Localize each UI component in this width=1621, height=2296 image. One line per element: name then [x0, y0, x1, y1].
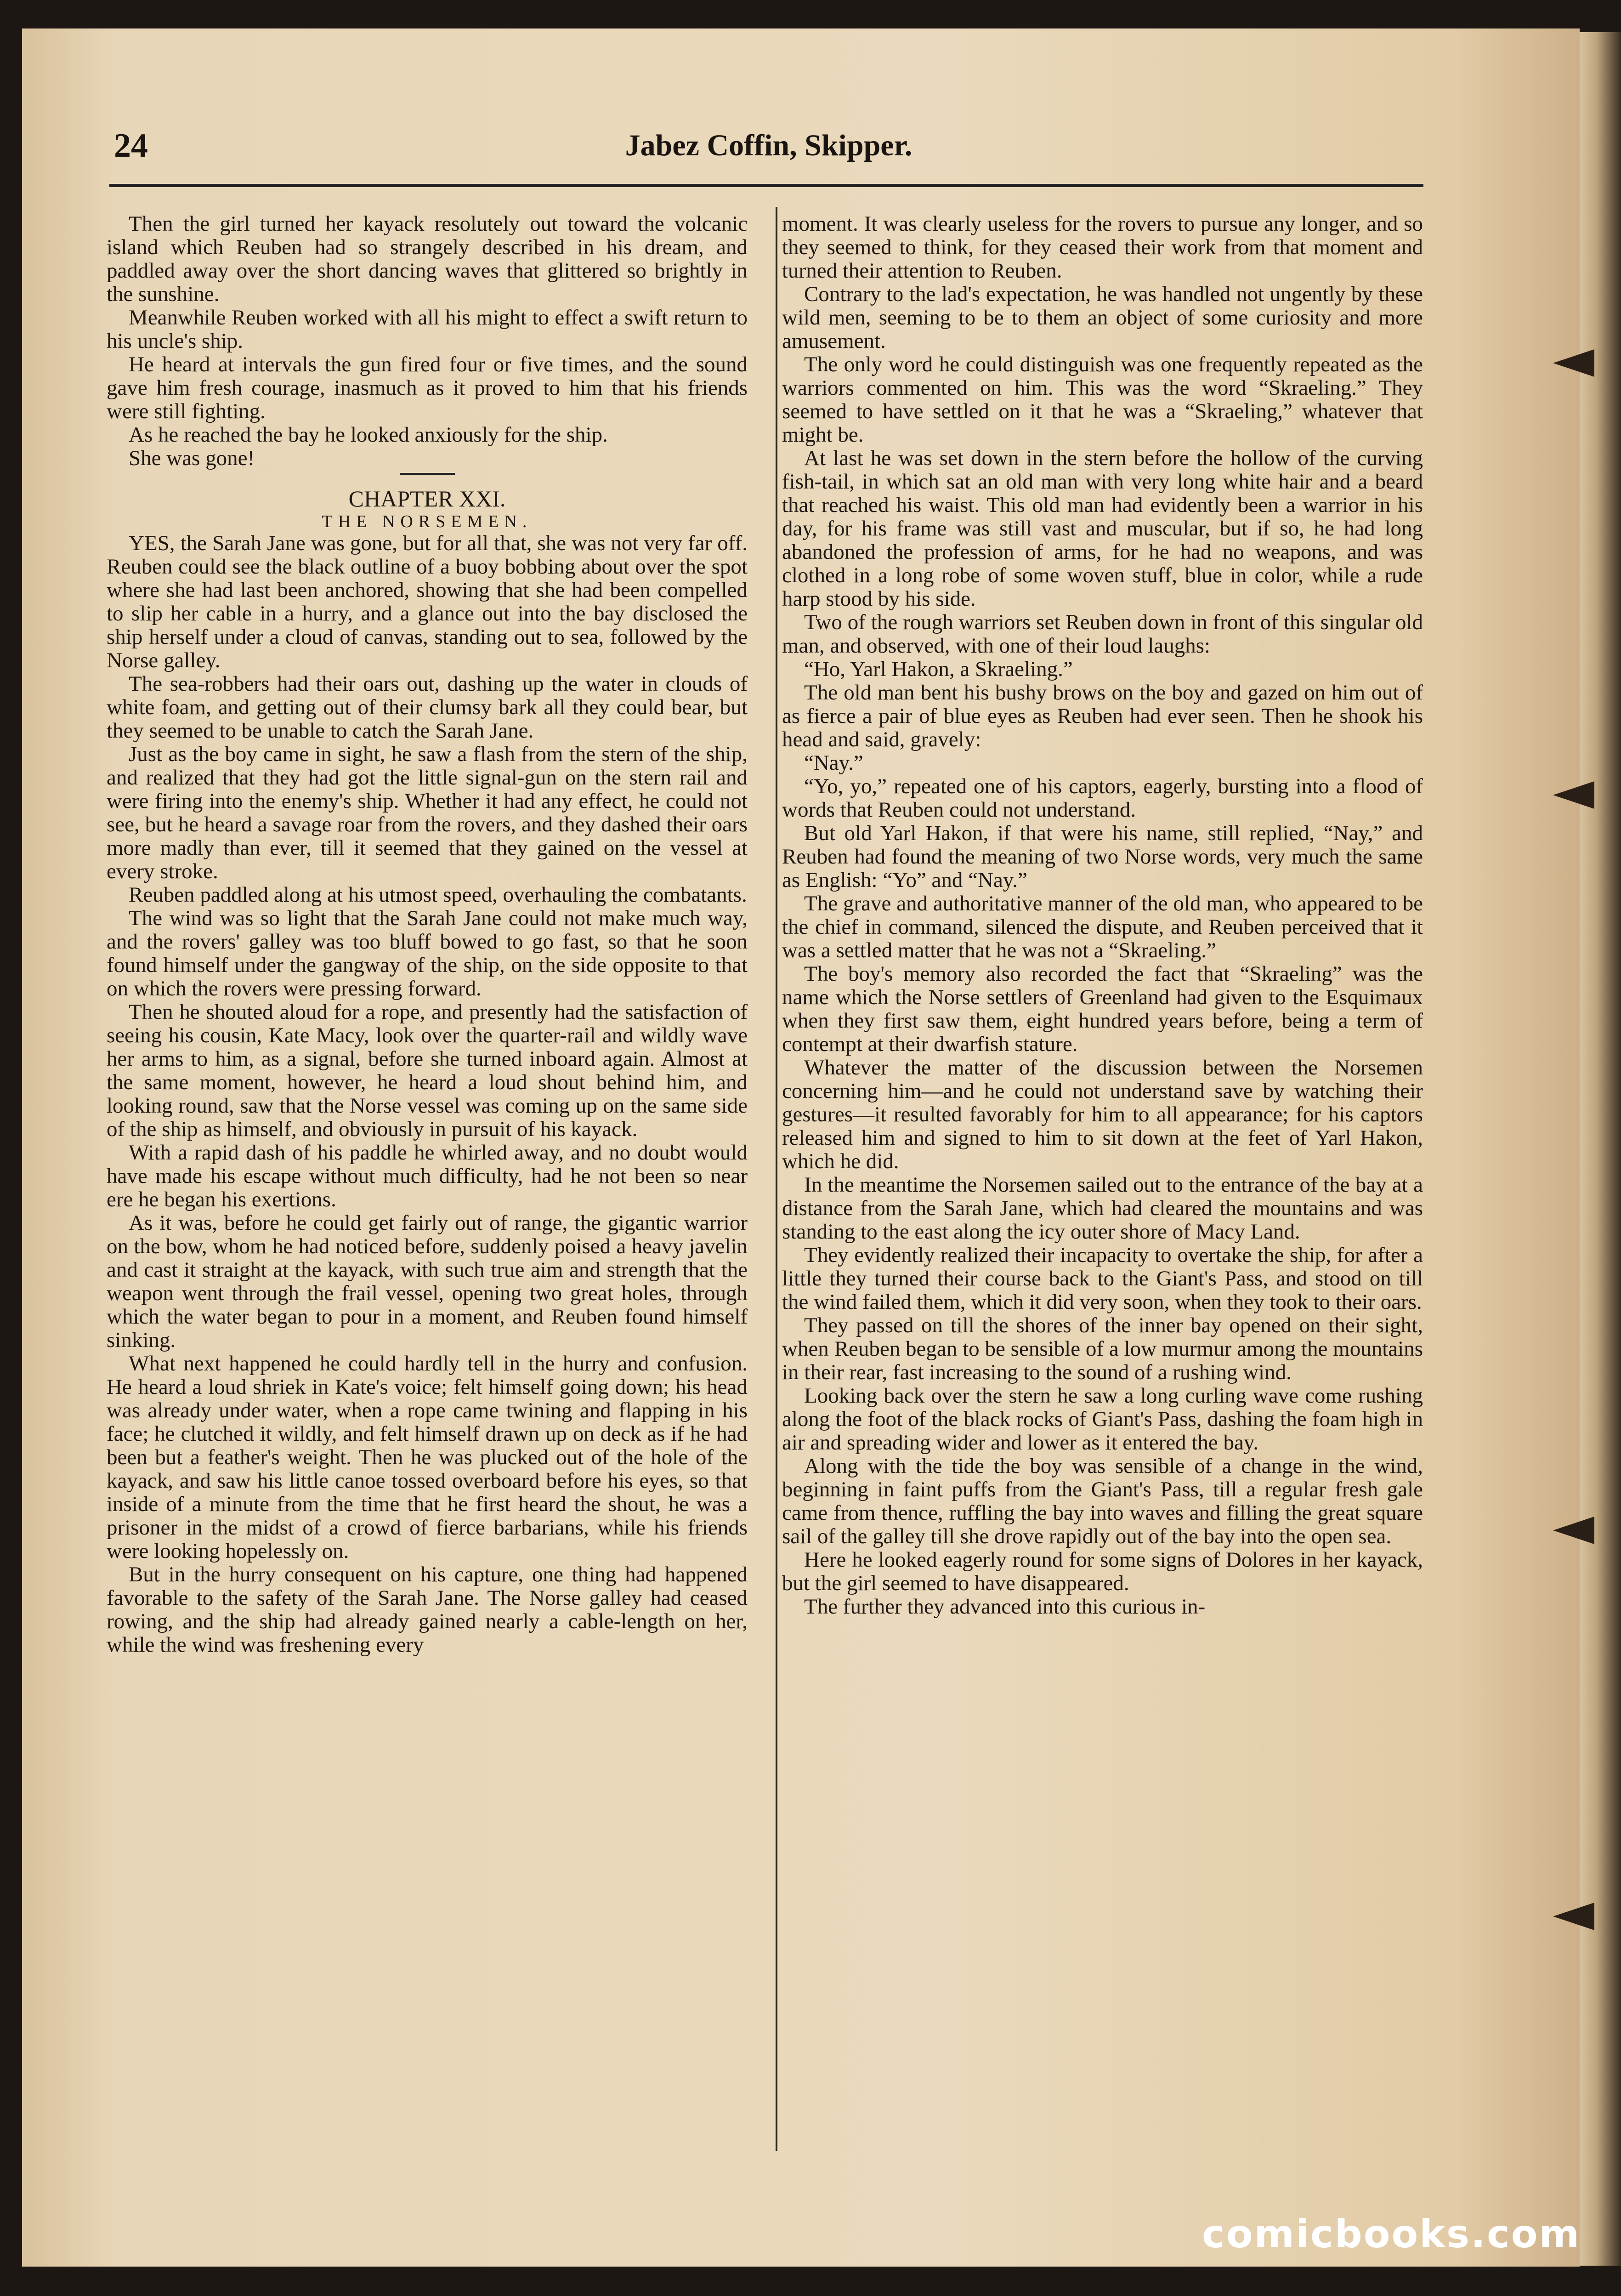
paragraph: “Ho, Yarl Hakon, a Skraeling.” [804, 657, 1073, 681]
paragraph: The further they advanced into this curious in- [804, 1595, 1206, 1619]
paragraph: They passed on till the shores of the inner bay opened on their sight, when Reuben began to be sensible of a low murmur among the mountains in their rear, fast increasing to the sound of a rushing wind. [782, 1313, 1423, 1384]
binding-tab [1553, 1517, 1594, 1544]
left-column [107, 212, 748, 2143]
paragraph: Along with the tide the boy was sensible of a change in the wind, beginning in faint puffs from the Giant's Pass, till a regular fresh gale came from thence, ruffling the bay into waves and filling the great square sail of the galley till she drove rapidly out of the bay into the open sea. [782, 1454, 1423, 1548]
column-divider [776, 207, 777, 2151]
paragraph: The wind was so light that the Sarah Jane could not make much way, and the rovers' galley was too bluff bowed to go fast, so that he soon found himself under the gangway of the ship, on the side opposite to that on which the rovers were pressing forward. [107, 906, 748, 1000]
section-rule [400, 473, 455, 475]
paragraph: Meanwhile Reuben worked with all his might to effect a swift return to his uncle's ship. [107, 306, 748, 353]
paragraph: At last he was set down in the stern before the hollow of the curving fish-tail, in which sat an old man with very long white hair and a beard that reached his waist. This old man had evidently been a warrior in his day, for his frame was still vast and muscular, but if so, he had long abandoned the profession of arms, for he had no weapons, and was clothed in a long robe of some woven stuff, blue in color, while a rude harp stood by his side. [782, 446, 1423, 611]
paragraph: He heard at intervals the gun fired four or five times, and the sound gave him fresh courage, inasmuch as it proved to him that his friends were still fighting. [107, 352, 748, 423]
binding-tab [1553, 1903, 1594, 1930]
paragraph: But in the hurry consequent on his capture, one thing had happened favorable to the safety of the Sarah Jane. The Norse galley had ceased rowing, and the ship had already gained nearly a cable-length on her, while the wind was freshening every [107, 1563, 748, 1657]
paragraph: Reuben paddled along at his utmost speed, overhauling the combatants. [129, 883, 747, 907]
paragraph: Here he looked eagerly round for some signs of Dolores in her kayack, but the girl seemed to have disappeared. [782, 1548, 1423, 1595]
paragraph: She was gone! [129, 446, 255, 470]
paragraph: Then he shouted aloud for a rope, and presently had the satisfaction of seeing his cousin, Kate Macy, look over the quarter-rail and wildly wave her arms to him, as a signal, before she turned inboard again. Almost at the same moment, however, he heard a loud shout behind him, and looking round, saw that the Norse vessel was coming up on the same side of the ship as himself, and obviously in pursuit of his kayack. [107, 1000, 748, 1141]
paragraph: As he reached the bay he looked anxiously for the ship. [129, 423, 608, 447]
paragraph: Then the girl turned her kayack resolutely out toward the volcanic island which Reuben had so strangely described in his dream, and paddled away over the short dancing waves that glittered so brightly in the sunshine. [107, 212, 748, 306]
paragraph: As it was, before he could get fairly out of range, the gigantic warrior on the bow, whom he had noticed before, suddenly poised a heavy javelin and cast it straight at the kayack, with such true aim and strength that the weapon went through the frail vessel, opening two great holes, through which the water began to pour in a moment, and Reuben found himself sinking. [107, 1211, 748, 1352]
paragraph: With a rapid dash of his paddle he whirled away, and no doubt would have made his escape without much difficulty, had he not been so near ere he began his exertions. [107, 1141, 748, 1211]
binding-tab [1553, 349, 1594, 377]
paragraph: They evidently realized their incapacity to overtake the ship, for after a little they turned their course back to the Giant's Pass, and stood on till the wind failed them, which it did very soon, when they took to their oars. [782, 1243, 1423, 1314]
page-header [114, 126, 1423, 177]
paragraph: The grave and authoritative manner of the old man, who appeared to be the chief in command, silenced the dispute, and Reuben perceived that it was a settled matter that he was not a “Skraeling.” [782, 892, 1423, 962]
paragraph: In the meantime the Norsemen sailed out to the entrance of the bay at a distance from the Sarah Jane, which had cleared the mountains and was standing to the east along the icy outer shore of Macy Land. [782, 1173, 1423, 1244]
paragraph: But old Yarl Hakon, if that were his name, still replied, “Nay,” and Reuben had found the meaning of two Norse words, very much the same as English: “Yo” and “Nay.” [782, 821, 1423, 892]
paragraph: The sea-robbers had their oars out, dashing up the water in clouds of white foam, and getting out of their clumsy bark all they could bear, but they seemed to be unable to catch the Sarah Jane. [107, 672, 748, 743]
paragraph: moment. It was clearly useless for the rovers to pursue any longer, and so they seemed to think, for they ceased their work from that moment and turned their attention to Reuben. [782, 212, 1423, 283]
page-number: 24 [114, 127, 148, 165]
paragraph: The boy's memory also recorded the fact that “Skraeling” was the name which the Norse settlers of Greenland had given to the Esquimaux when they first saw them, eight hundred years before, being a term of contempt at their dwarfish stature. [782, 962, 1423, 1056]
paragraph: Looking back over the stern he saw a long curling wave come rushing along the foot of the black rocks of Giant's Pass, dashing the foam high in air and spreading wider and lower as it entered the bay. [782, 1384, 1423, 1455]
paragraph: Whatever the matter of the discussion between the Norsemen concerning him—and he could not understand save by watching their gestures—it resulted favorably for him to all appearance; for his captors released him and signed to him to sit down at the feet of Yarl Hakon, which he did. [782, 1056, 1423, 1173]
paragraph: “Yo, yo,” repeated one of his captors, eagerly, bursting into a flood of words that Reuben could not understand. [782, 774, 1423, 822]
paragraph: “Nay.” [804, 751, 863, 775]
chapter-heading: CHAPTER XXI. [348, 486, 506, 511]
paragraph: The only word he could distinguish was one frequently repeated as the warriors commented on him. This was the word “Skraeling.” They seemed to have settled on it that he was a “Skraeling,” whatever that might be. [782, 352, 1423, 447]
binding-tab [1553, 781, 1594, 809]
paragraph: Just as the boy came in sight, he saw a flash from the stern of the ship, and realized that they had got the little signal-gun on the stern rail and were firing into the enemy's ship. Whether it had any effect, he could not see, but he heard a savage roar from the rovers, and they dashed their oars more madly than ever, till it seemed that they gained on the vessel at every stroke. [107, 742, 748, 883]
paragraph: Contrary to the lad's expectation, he was handled not ungently by these wild men, seeming to be to them an object of some curiosity and more amusement. [782, 282, 1423, 353]
paragraph: What next happened he could hardly tell in the hurry and confusion. He heard a loud shriek in Kate's voice; felt himself going down; his head was already under water, when a rope came twining and flapping in his face; he clutched it wildly, and felt himself drawn up on deck as if he had been but a feather's weight. Then he was plucked out of the hole of the kayack, and saw his little canoe tossed overboard before his eyes, so that inside of a minute from the time that he first heard the shout, he was a prisoner in the midst of a crowd of fierce barbarians, while his friends were looking hopelessly on. [107, 1352, 748, 1563]
watermark: comicbooks.com [1202, 2211, 1581, 2256]
paragraph: The old man bent his bushy brows on the boy and gazed on him out of as fierce a pair of blue eyes as Reuben had ever seen. Then he shook his head and said, gravely: [782, 681, 1423, 751]
chapter-subtitle: THE NORSEMEN. [322, 512, 533, 531]
right-column [782, 212, 1423, 2143]
paragraph: Two of the rough warriors set Reuben down in front of this singular old man, and observed, with one of their loud laughs: [782, 610, 1423, 658]
header-rule [109, 184, 1423, 187]
paragraph: YES, the Sarah Jane was gone, but for all that, she was not very far off. Reuben could see the black outline of a buoy bobbing about over the spot where she had last been anchored, showing that she had been compelled to slip her cable in a hurry, and a glance out into the bay disclosed the ship herself under a cloud of canvas, standing out to sea, followed by the Norse galley. [107, 531, 748, 672]
running-title: Jabez Coffin, Skipper. [625, 129, 913, 162]
